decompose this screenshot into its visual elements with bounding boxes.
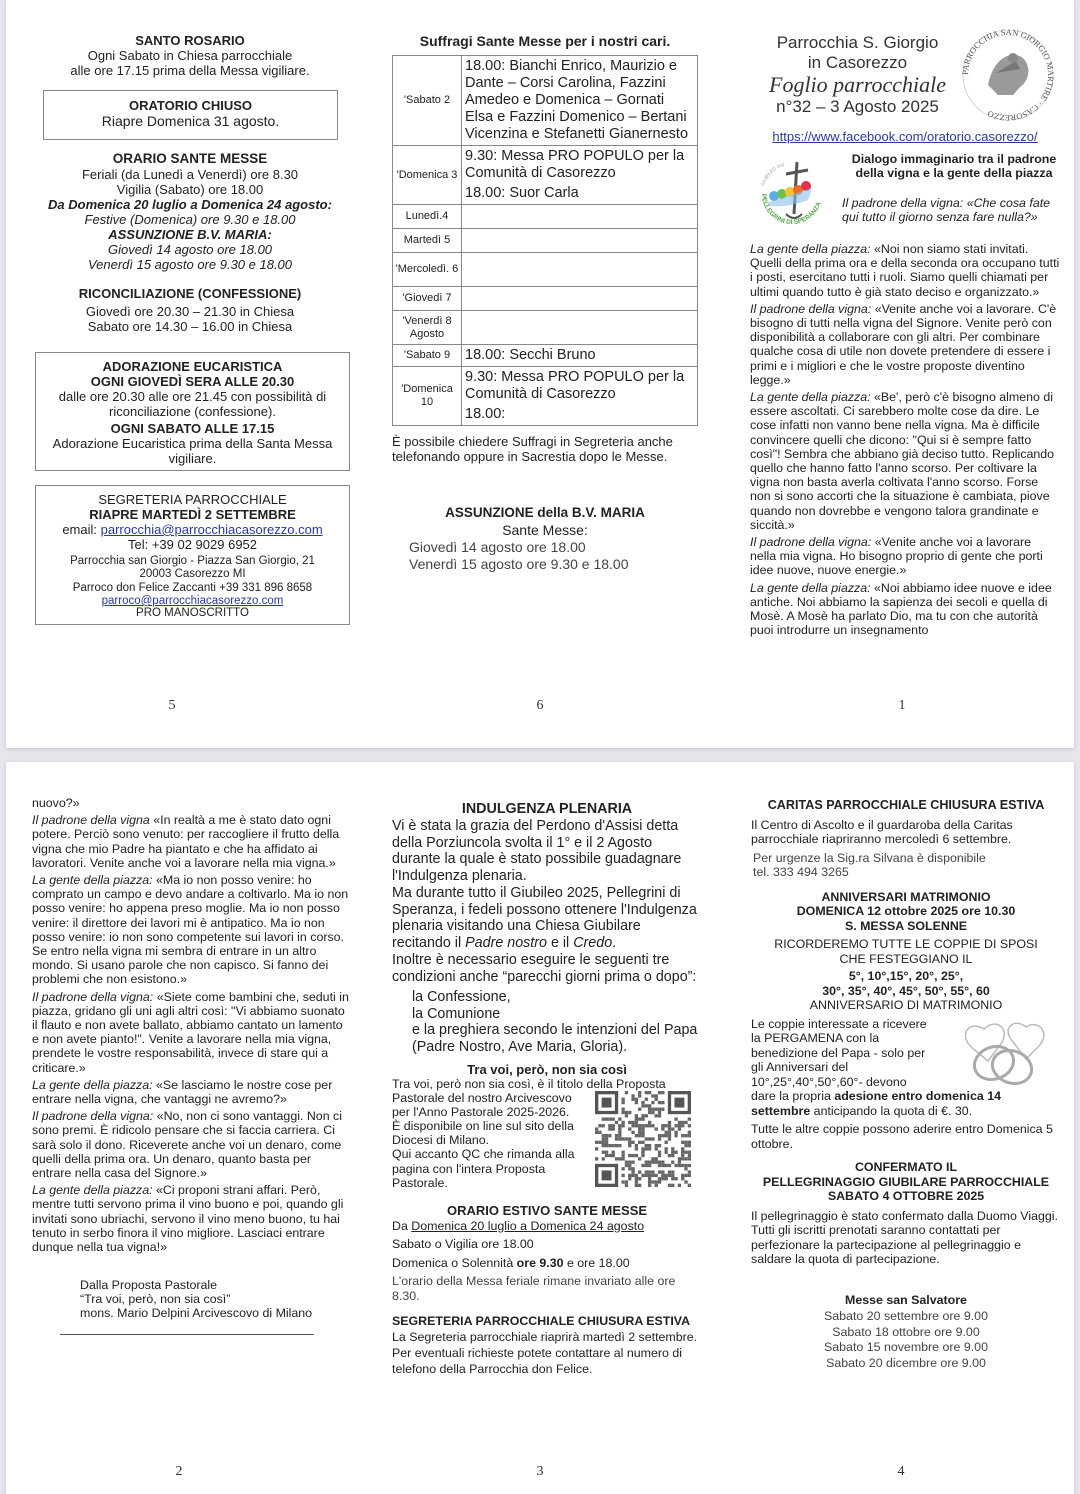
dialog-turn <box>32 1183 352 1254</box>
rosario-title: SANTO ROSARIO <box>135 33 245 48</box>
suffragi-entry: 18.00: Secchi Bruno <box>465 347 596 363</box>
page-5 <box>30 33 350 625</box>
parish-seal-icon <box>958 25 1058 125</box>
dialog-continuation: nuovo?» <box>32 796 80 810</box>
page-3 <box>392 800 702 1377</box>
dialog-turn <box>32 1109 352 1180</box>
dialog-turn <box>32 813 352 870</box>
dialog-turn <box>32 990 352 1075</box>
pellegrinaggio-title-line: CONFERMATO IL <box>854 1160 958 1174</box>
suffragi-row <box>393 367 698 426</box>
segreteria-title: SEGRETERIA PARROCCHIALE <box>98 492 287 507</box>
caritas-tel: tel. 333 494 3265 <box>753 865 849 879</box>
dialog-speaker: Il padrone della vigna: <box>32 989 154 1004</box>
dialog-text: «Noi non siamo stati invitati. Quelli della prima ora e della seconda ora occupano tutti i posti, esercitano tutti i ruoli. Siamo quelli chiamati per ultimi quando tutto è già stato deciso e organizzato.» <box>750 242 1060 299</box>
anniversario-label: ANNIVERSARIO DI MATRIMONIO <box>809 998 1003 1012</box>
email-label: email: <box>62 522 98 537</box>
caritas-urgenze: Per urgenze la Sig.ra Silvana è disponibile <box>753 850 986 865</box>
suffragi-entries <box>462 229 698 253</box>
segreteria-address2: 20003 Casorezzo MI <box>139 568 246 580</box>
segreteria-email-line <box>36 522 349 537</box>
bulletin-issue: n°32 – 3 Agosto 2025 <box>776 97 939 116</box>
masthead <box>750 26 1060 133</box>
suffragi-day: 'Sabato 9 <box>393 345 462 367</box>
emphasis: Credo <box>573 934 613 951</box>
assunzione-subtitle: Sante Messe: <box>502 522 588 538</box>
condition-item: la Confessione, <box>412 989 511 1005</box>
orario-estivo-domenica <box>392 1256 702 1271</box>
rosario-line: Ogni Sabato in Chiesa parrocchiale <box>87 48 293 63</box>
dialog-text: «No, non ci sono vantaggi. Non ci sono premi. È ridicolo pensare che si faccia carriera. Ci sarà solo il dono. Riceverete anche voi un denaro, come quelli della prima ora. Un denaro, quanto basta per entrare nella casa del Signore.» <box>32 1109 342 1181</box>
segreteria-tel: Tel: +39 02 9029 6952 <box>127 537 258 552</box>
page-number: 5 <box>168 698 176 713</box>
source-line: Dalla Proposta Pastorale <box>80 1278 218 1293</box>
condition-item: la Comunione <box>412 1005 501 1022</box>
dialog-text: «Che cosa fate qui tutto il giorno senza fare nulla?» <box>842 196 1051 225</box>
adesione-deadline: adesione entro domenica 14 settembre <box>751 1089 1001 1118</box>
jubilee-logo-icon <box>752 156 832 232</box>
anniversari-messa: S. MESSA SOLENNE <box>844 918 968 933</box>
riconciliazione-title: RICONCILIAZIONE (CONFESSIONE) <box>78 286 302 301</box>
indulgenza-p2 <box>392 885 702 951</box>
sheet-top <box>6 0 1074 748</box>
orario-section <box>30 150 350 272</box>
page-number: 3 <box>536 1464 544 1479</box>
source-line: mons. Mario Delpini Arcivescovo di Milano <box>80 1306 313 1321</box>
altre-coppie-text: Tutte le altre coppie possono aderire entro Domenica 5 ottobre. <box>751 1122 1053 1151</box>
dialog-text: «Ci proponi strani affari. Però, mentre tutti servono prima il vino buono e poi, quando gli invitati sono ubriachi, servono il vino meno buono, tu hai tenuto in serbo finora il vino migliore. Lasciaci entrare dunque nella tua vigna!» <box>32 1183 344 1255</box>
proposta-title: Tra voi, però, non sia così <box>467 1062 627 1077</box>
seal-text: PARROCCHIA SAN GIORGIO MARTIRE · CASOREZZO <box>959 26 1057 124</box>
suffragi-day: 'Domenica 10 <box>393 367 462 426</box>
dialog-speaker: Il padrone della vigna: <box>32 1109 154 1124</box>
source-line: “Tra voi, però, non sia così” <box>80 1292 231 1307</box>
parish-location: in Casorezzo <box>807 53 908 72</box>
suffragi-entries <box>462 367 698 426</box>
bulletin-title: Foglio parrocchiale <box>769 72 946 97</box>
anniversari-title: ANNIVERSARI MATRIMONIO <box>821 889 991 904</box>
pergamena-line: la PERGAMENA con la <box>751 1031 880 1045</box>
salvatore-date: Sabato 18 ottobre ore 9.00 <box>832 1324 980 1339</box>
suffragi-entries <box>462 311 698 345</box>
segreteria-parroco: Parroco don Felice Zaccanti +39 331 896 8658 <box>72 582 313 594</box>
suffragi-entries <box>462 205 698 229</box>
suffragi-day: Martedì 5 <box>393 229 462 253</box>
pergamena-section <box>751 1017 1061 1152</box>
pergamena-line: Le coppie interessate a ricevere <box>751 1016 927 1031</box>
dialog-speaker: La gente della piazza: <box>750 390 871 405</box>
email-link[interactable]: parrocchia@parrocchiacasorezzo.com <box>100 522 323 537</box>
assunzione-line: Giovedì 14 agosto ore 18.00 <box>409 539 586 555</box>
suffragi-title: Suffragi Sante Messe per i nostri cari. <box>419 33 671 49</box>
anniversari-section <box>751 890 1061 1013</box>
dialog-speaker: Il padrone della vigna <box>32 813 150 828</box>
segreteria-box <box>35 485 350 625</box>
ricorderemo-line: CHE FESTEGGIANO IL <box>839 951 973 966</box>
suffragi-row <box>393 345 698 367</box>
pergamena-line: benedizione del Papa - solo per <box>751 1045 926 1060</box>
dialog-text: «In realtà a me è stato dato ogni potere. Perciò sono venuto: per raccogliere il frutto della vigna che mio Padre ha piantato e che ha affidato ai lavoratori. Venite anche voi a lavorare nella mia vigna.» <box>32 813 340 870</box>
suffragi-row <box>393 287 698 311</box>
page-number: 2 <box>175 1464 183 1479</box>
suffragi-entry: 18.00: Suor Carla <box>465 185 579 201</box>
ricorderemo-line: RICORDEREMO TUTTE LE COPPIE DI SPOSI <box>774 937 1038 951</box>
dialog-turn <box>750 242 1060 299</box>
parish-name: Parrocchia S. Giorgio <box>776 33 939 52</box>
dialog-text: «Venite anche voi a lavorare nella mia vigna. Ho bisogno proprio di gente che porti idee nuove, nuove energie.» <box>750 535 1043 578</box>
text: Ma durante tutto il Giubileo 2025, Pellegrini di Speranza, i fedeli possono ottenere l'Indulgenza plenaria visitando una Chiesa Giubilare recitando il <box>392 885 697 951</box>
dialog-opening <box>842 196 1056 224</box>
oratorio-text: Riapre Domenica 31 agosto. <box>101 113 280 129</box>
segreteria-estiva-title: SEGRETERIA PARROCCHIALE CHIUSURA ESTIVA <box>392 1314 691 1329</box>
dialog-text: «Venite anche voi a lavorare. C'è bisogno di tutti nella vigna del Signore. Venite però con disponibilità a collaborare con gli altri. Per combinare qualche cosa di utile non dovete pretendere di essere i primi e i migliori e che le vostre proposte diventino legge.» <box>750 301 1057 387</box>
dialog-speaker: Il padrone della vigna: <box>750 301 872 316</box>
suffragi-day: 'Venerdì 8 Agosto <box>393 311 462 345</box>
indulgenza-p1: Vi è stata la grazia del Perdono d'Assisi detta della Porziuncola svolta il 1° e il 2 Agosto durante la quale è stato possibile guadagnare l'Indulgenza plenaria. <box>392 818 682 884</box>
adorazione-title: ADORAZIONE EUCARISTICA <box>102 359 283 374</box>
proposta-section <box>392 1062 702 1190</box>
suffragi-note: È possibile chiedere Suffragi in Segreteria anche telefonando oppure in Sacrestia dopo le Messe. <box>392 434 673 464</box>
orario-festive: Festive (Domenica) ore 9.30 e 18.00 <box>84 212 296 227</box>
suffragi-entry: 18.00: <box>465 406 506 422</box>
salvatore-date: Sabato 20 dicembre ore 9.00 <box>826 1355 986 1370</box>
page-number: 6 <box>536 698 544 713</box>
text: e il <box>546 934 574 951</box>
orario-line: Vigilia (Sabato) ore 18.00 <box>116 182 264 197</box>
parroco-email-link[interactable]: parroco@parrocchiacasorezzo.com <box>101 595 284 607</box>
orario-title: ORARIO SANTE MESSE <box>112 151 268 166</box>
facebook-link[interactable]: https://www.facebook.com/oratorio.casorezzo/ <box>772 129 1038 144</box>
pergamena-line: 10°,25°,40°,50°,60°- devono <box>751 1074 907 1089</box>
riconciliazione-line: Giovedì ore 20.30 – 21.30 in Chiesa <box>85 304 295 319</box>
suffragi-row <box>393 146 698 205</box>
suffragi-day: 'Domenica 3 <box>393 146 462 205</box>
dialog-turn <box>32 1078 352 1106</box>
bold-time: ore 9.30 <box>516 1255 564 1270</box>
dialog-header <box>750 150 1060 242</box>
text: . <box>612 934 617 951</box>
assunzione-line: Venerdì 15 agosto ore 9.30 e 18.00 <box>87 257 293 272</box>
oratorio-box <box>43 90 338 140</box>
segreteria-footer: PRO MANOSCRITTO <box>136 607 249 619</box>
text: anticipando la quota di €. 30. <box>810 1103 973 1118</box>
pellegrinaggio-title <box>751 1160 1061 1204</box>
riconciliazione-section <box>30 286 350 334</box>
suffragi-row <box>393 56 698 146</box>
riconciliazione-line: Sabato ore 14.30 – 16.00 in Chiesa <box>87 319 293 334</box>
proposta-line: Diocesi di Milano. <box>392 1133 490 1148</box>
source-attribution <box>32 1278 352 1320</box>
jubilee-logo-text: PELLEGRINI DI SPERANZA <box>759 193 823 227</box>
dialog-turn <box>750 302 1060 387</box>
dialog-body <box>32 813 352 1254</box>
text: dare la propria <box>751 1089 835 1103</box>
orario-line: Feriali (da Lunedì a Venerdì) ore 8.30 <box>81 167 299 182</box>
assunzione-title: ASSUNZIONE B.V. MARIA: <box>108 227 272 242</box>
suffragi-entries <box>462 146 698 205</box>
dialog-text: «Ma io non posso venire: ho comprato un campo e devo andare a coltivarlo. Ma io non posso venire: ho appena preso moglie. Ma io non posso venire: il direttore dei lavori mi è antipatico. Ma io non posso venire: io non sono competente sui lavori in corso. Se entro nella vigna mi sembra di entrare in un altro mondo. Si usano parole che non capisco. Si fanno dei problemi che non esistono.» <box>32 873 349 987</box>
page-1 <box>750 26 1060 640</box>
proposta-line: Pastorale del nostro Arcivescovo <box>392 1091 572 1106</box>
dialog-speaker: La gente della piazza: <box>32 1183 153 1198</box>
page-4 <box>751 798 1061 1371</box>
dialog-turn <box>32 873 352 987</box>
segreteria-estiva-text: La Segreteria parrocchiale riaprirà martedì 2 settembre. Per eventuali richieste potete contattare al numero di telefono della Parrocchia don Felice. <box>392 1330 698 1377</box>
orario-estivo-section <box>392 1202 702 1304</box>
proposta-line: Pastorale. <box>392 1175 448 1190</box>
page-6 <box>390 33 700 573</box>
dialog-speaker: La gente della piazza: <box>32 1077 153 1092</box>
assunzione-section <box>390 504 700 573</box>
dialog-speaker: La gente della piazza: <box>750 580 871 595</box>
segreteria-estiva-section <box>392 1314 702 1377</box>
salvatore-title: Messe san Salvatore <box>845 1292 967 1307</box>
proposta-line: per l'Anno Pastorale 2025-2026. <box>392 1105 570 1120</box>
adorazione-sub2: OGNI SABATO ALLE 17.15 <box>110 421 275 436</box>
assunzione-line: Venerdì 15 agosto ore 9.30 e 18.00 <box>409 556 629 572</box>
proposta-line: Tra voi, però non sia così, è il titolo della Proposta <box>392 1077 666 1091</box>
orario-estivo-period <box>392 1219 702 1234</box>
suffragi-entry: 9.30: Messa PRO POPULO per la Comunità di Casorezzo <box>465 369 685 402</box>
dialog-body <box>750 242 1060 637</box>
indulgenza-title: INDULGENZA PLENARIA <box>461 801 633 817</box>
adorazione-text1: dalle ore 20.30 alle ore 21.45 con possibilità di riconciliazione (confessione). <box>58 389 327 419</box>
emphasis: Padre nostro <box>465 934 547 951</box>
suffragi-day: 'Giovedì 7 <box>393 287 462 311</box>
orario-estivo-feriale: L'orario della Messa feriale rimane invariato alle ore 8.30. <box>392 1274 676 1303</box>
rosario-line: alle ore 17.15 prima della Messa vigiliare. <box>70 63 310 78</box>
salvatore-date: Sabato 20 settembre ore 9.00 <box>824 1309 988 1323</box>
years-line: 5°, 10°,15°, 20°, 25°, <box>848 969 964 983</box>
condition-item: e la preghiera secondo le intenzioni del Papa (Padre Nostro, Ave Maria, Gloria). <box>412 1022 698 1055</box>
assunzione-line: Giovedì 14 agosto ore 18.00 <box>107 242 273 257</box>
proposta-line: Qui accanto QC che rimanda alla <box>392 1147 575 1162</box>
suffragi-entries <box>462 253 698 287</box>
oratorio-title: ORATORIO CHIUSO <box>128 98 253 113</box>
sheet-bottom <box>6 762 1074 1494</box>
caritas-title: CARITAS PARROCCHIALE CHIUSURA ESTIVA <box>767 798 1045 812</box>
suffragi-entry: 9.30: Messa PRO POPULO per la Comunità di Casorezzo <box>465 148 685 181</box>
suffragi-entries <box>462 345 698 367</box>
proposta-line: È disponibile on line sul sito della <box>392 1119 574 1134</box>
text: Da <box>392 1218 412 1233</box>
proposta-line: pagina con l'intera Proposta <box>392 1161 546 1176</box>
years-line: 30°, 35°, 40°, 45°, 50°, 55°, 60 <box>822 983 990 998</box>
suffragi-day: Lunedì.4 <box>393 205 462 229</box>
pellegrinaggio-title-line: SABATO 4 OTTOBRE 2025 <box>827 1189 985 1203</box>
adorazione-box <box>35 352 350 471</box>
assunzione-title: ASSUNZIONE della B.V. MARIA <box>445 505 645 520</box>
indulgenza-p3: Inoltre è necessario eseguire le seguenti tre condizioni anche “parecchi giorni prima o dopo”: <box>392 952 697 985</box>
text: Domenica o Solennità <box>392 1255 517 1270</box>
page-number: 4 <box>897 1464 905 1479</box>
caritas-text: Il Centro di Ascolto e il guardaroba della Caritas parrocchiale riapriranno mercoledì 6 settembre. <box>751 817 1013 846</box>
separator-line <box>60 1334 314 1335</box>
page-2 <box>32 796 352 1335</box>
dialog-text: «Noi abbiamo idee nuove e idee antiche. Noi abbiamo la sapienza dei secoli e quella di Mosè. A Mosè ha parlato Dio, ma tu con che autorità puoi introdurre un insegnamento <box>750 580 1052 638</box>
jubilee-logo-year: GIUBILEO 202 <box>760 161 785 187</box>
suffragi-entry: 18.00: Bianchi Enrico, Maurizio e Dante – Corsi Carolina, Fazzini Amedeo e Domenica – Gornati Elsa e Fazzini Domenico – Bertani Vicenzina e Stefanetti Gianernesto <box>465 58 689 142</box>
qr-code-icon[interactable] <box>595 1091 691 1187</box>
dialog-turn <box>750 390 1060 532</box>
salvatore-date: Sabato 15 novembre ore 9.00 <box>824 1340 988 1354</box>
suffragi-row <box>393 229 698 253</box>
svg-text:GIUBILEO 2025 <box>752 156 785 186</box>
suffragi-entries <box>462 287 698 311</box>
pellegrinaggio-text: Il pellegrinaggio è stato confermato dalla Duomo Viaggi. Tutti gli iscritti prenotati saranno contattati per perfezionare la partecipazione al pellegrinaggio e saldare la quota di partecipazione. <box>751 1208 1058 1266</box>
page-number: 1 <box>898 698 906 713</box>
suffragi-entries <box>462 56 698 146</box>
suffragi-table <box>392 55 698 426</box>
suffragi-row <box>393 253 698 287</box>
period-dates: Domenica 20 luglio a Domenica 24 agosto <box>411 1218 645 1233</box>
rosario-section <box>30 33 350 78</box>
orario-estivo-sabato: Sabato o Vigilia ore 18.00 <box>392 1237 534 1252</box>
dialog-speaker: La gente della piazza: <box>32 873 153 888</box>
dialog-turn <box>750 581 1060 638</box>
orario-period: Da Domenica 20 luglio a Domenica 24 agosto: <box>48 197 332 212</box>
segreteria-address1: Parrocchia san Giorgio - Piazza San Giorgio, 21 <box>70 555 315 567</box>
dialog-text: «Be', però c'è bisogno almeno di essere ascoltati. Ci sarebbero molte cose da dire. Le cose infatti non vanno bene nella vigna. Ma è difficile convincere quelli che dicono: "Qui si è sempre fatto così"! Sembra che abbiano già deciso tutto. Replicando quello che hanno fatto l'anno scorso. Per coltivare la vigna non basta averla coltivata l'anno scorso. Forse non si sono accorti che la situazione è cambiata, piove quando non dovrebbe e vengono talora grandinate e siccità.» <box>750 390 1055 532</box>
orario-estivo-title: ORARIO ESTIVO SANTE MESSE <box>446 1202 648 1218</box>
dialog-speaker: Il padrone della vigna: <box>750 535 872 550</box>
adorazione-text2: Adorazione Eucaristica prima della Santa Messa vigiliare. <box>52 436 333 466</box>
dialog-text: «Siete come bambini che, seduti in piazza, gridano gli uni agli altri così: "Vi abbiamo suonato il flauto e non avete ballato, abbiamo cantato un lamento e non avete pianto!". Venite a lavorare nella mia vigna, prendete le vostre responsabilità, invece di stare qui a criticare.» <box>32 989 349 1075</box>
dialog-text: «Se lasciamo le nostre cose per entrare nella vigna, che vantaggi ne avremo?» <box>32 1077 333 1107</box>
segreteria-subtitle: RIAPRE MARTEDÌ 2 SETTEMBRE <box>89 507 296 522</box>
pergamena-line: gli Anniversari del <box>751 1060 849 1074</box>
salvatore-section <box>751 1293 1061 1372</box>
masthead-text <box>750 33 965 117</box>
dialog-speaker: La gente della piazza: <box>750 242 871 256</box>
suffragi-row <box>393 311 698 345</box>
dialog-title: Dialogo immaginario tra il padrone della vigna e la gente della piazza <box>851 152 1057 181</box>
pellegrinaggio-title-line: PELLEGRINAGGIO GIUBILARE PARROCCHIALE <box>762 1174 1050 1189</box>
wedding-rings-icon <box>956 1021 1048 1091</box>
dialog-turn <box>750 535 1060 578</box>
adorazione-sub1: OGNI GIOVEDÌ SERA ALLE 20.30 <box>90 374 295 389</box>
anniversari-date: DOMENICA 12 ottobre 2025 ore 10.30 <box>796 904 1016 918</box>
conditions-list <box>392 989 702 1055</box>
suffragi-day: 'Sabato 2 <box>393 56 462 146</box>
suffragi-row <box>393 205 698 229</box>
text: e ore 18.00 <box>563 1255 630 1270</box>
dialog-speaker: Il padrone della vigna: <box>842 196 964 210</box>
adesione-text <box>751 1089 1061 1118</box>
suffragi-day: 'Mercoledì. 6 <box>393 253 462 287</box>
